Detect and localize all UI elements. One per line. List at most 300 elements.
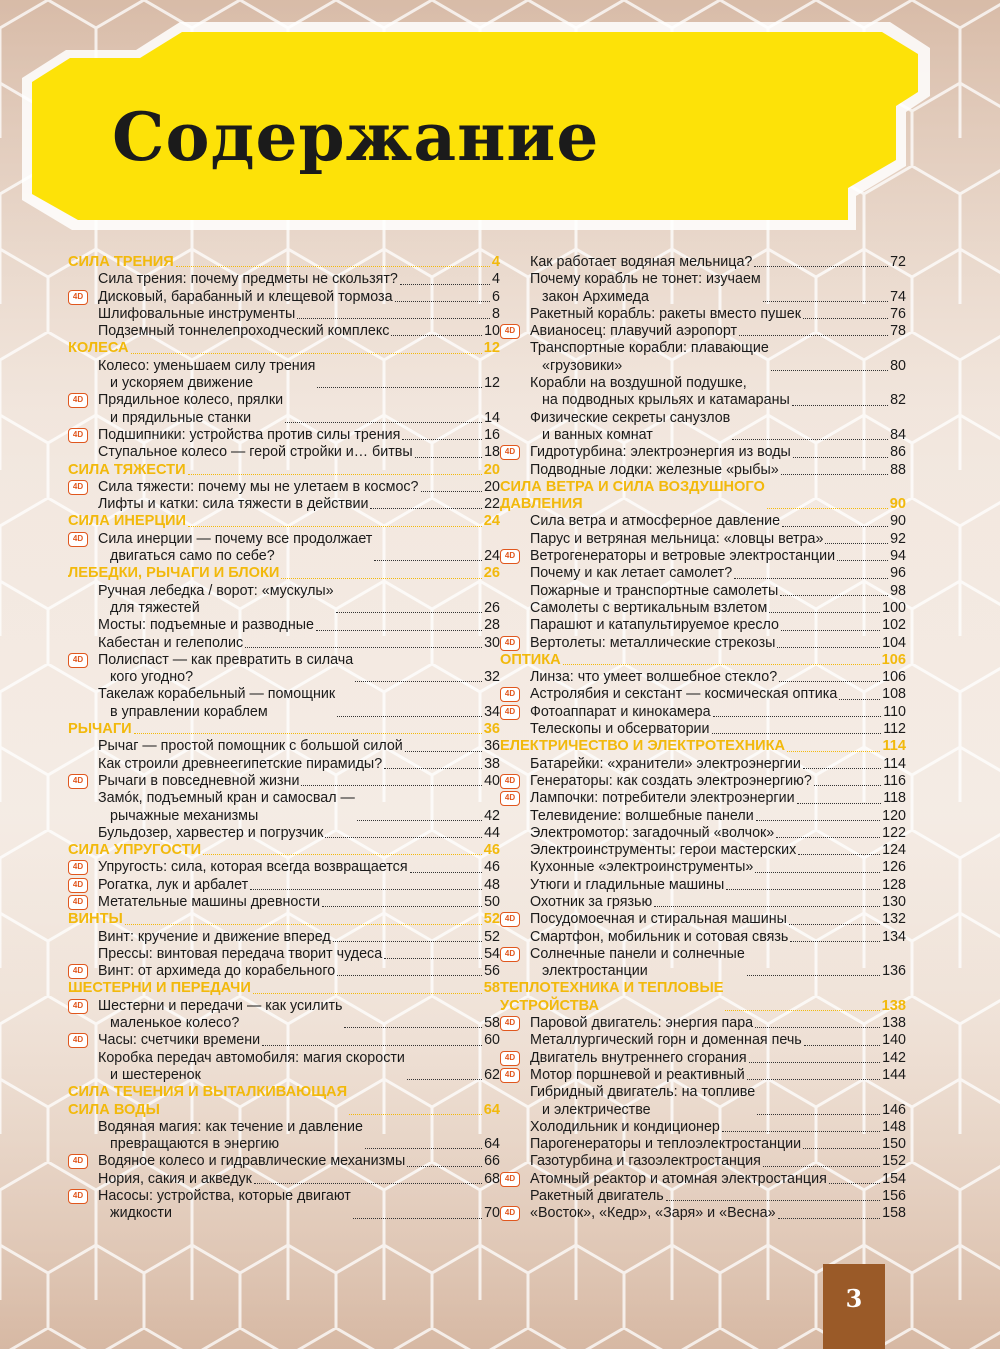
dot-leader xyxy=(763,1166,880,1167)
toc-entry-title: Солнечные панели и солнечные электростанции xyxy=(530,945,745,980)
ar-4d-icon: 4D xyxy=(500,636,520,651)
dot-leader xyxy=(407,1166,482,1167)
dot-leader xyxy=(776,837,880,838)
dot-leader xyxy=(125,924,482,925)
toc-page-number: 66 xyxy=(484,1153,500,1170)
dot-leader xyxy=(803,768,881,769)
toc-page-number: 64 xyxy=(483,1101,500,1118)
toc-entry-title: Ракетный двигатель xyxy=(530,1188,664,1205)
dot-leader xyxy=(203,854,482,855)
dot-leader xyxy=(755,1027,880,1028)
toc-entry-title: Прессы: винтовая передача творит чудеса xyxy=(98,945,383,962)
toc-page-number: 4 xyxy=(492,271,500,288)
toc-entry-title: Посудомоечная и стиральная машины xyxy=(530,911,787,928)
toc-entry-title: Сила ветра и атмосферное давление xyxy=(530,513,781,530)
toc-page-number: 4 xyxy=(491,254,500,270)
toc-page-number: 158 xyxy=(882,1205,906,1222)
dot-leader xyxy=(780,595,888,596)
toc-section-heading xyxy=(68,340,500,357)
toc-section-heading xyxy=(68,842,500,859)
toc-entry-title: Винт: от архимеда до корабельного xyxy=(98,963,336,980)
toc-page-number: 106 xyxy=(881,651,906,668)
ar-4d-icon: 4D xyxy=(500,705,520,720)
toc-page-number: 108 xyxy=(882,686,906,703)
toc-entry xyxy=(500,1153,906,1170)
toc-entry-title: ВИНТЫ xyxy=(68,911,123,928)
dot-leader xyxy=(726,889,880,890)
ar-4d-icon: 4D xyxy=(68,1033,88,1048)
toc-entry xyxy=(68,617,500,634)
ar-4d-icon: 4D xyxy=(68,1154,88,1169)
dot-leader xyxy=(391,335,482,336)
dot-leader xyxy=(781,630,880,631)
toc-entry xyxy=(68,963,500,980)
toc-entry-title: Холодильник и кондиционер xyxy=(530,1118,720,1135)
toc-entry xyxy=(500,462,906,479)
toc-page-number: 104 xyxy=(882,634,906,651)
dot-leader xyxy=(789,924,880,925)
dot-leader xyxy=(355,681,482,682)
toc-section-heading xyxy=(68,721,500,738)
toc-entry-title: Рогатка, лук и арбалет xyxy=(98,876,249,893)
toc-page-number: 76 xyxy=(890,305,906,322)
toc-entry xyxy=(68,859,500,876)
toc-section-heading xyxy=(500,738,906,755)
toc-page-number: 112 xyxy=(883,721,906,738)
toc-entry-title: Парашют и катапультируемое кресло xyxy=(530,617,780,634)
toc-page-number: 86 xyxy=(890,444,906,461)
toc-page-number: 24 xyxy=(483,513,500,530)
toc-entry-title: Парогенераторы и теплоэлектростанции xyxy=(530,1136,802,1153)
toc-entry-title: Полиспаст — как превратить в силача кого угодно? xyxy=(98,651,354,686)
toc-page-number: 122 xyxy=(882,824,906,841)
toc-entry-title: Ракетный корабль: ракеты вместо пушек xyxy=(530,305,801,322)
toc-page-number: 10 xyxy=(484,323,500,340)
toc-entry xyxy=(500,773,906,790)
toc-page-number: 58 xyxy=(484,1015,500,1032)
toc-page-number: 20 xyxy=(484,478,500,495)
toc-entry xyxy=(68,444,500,461)
toc-page-number: 138 xyxy=(881,997,906,1014)
page-number: 3 xyxy=(845,1284,863,1313)
dot-leader xyxy=(301,785,482,786)
toc-entry xyxy=(68,929,500,946)
toc-page-number: 90 xyxy=(889,496,906,513)
toc-entry xyxy=(500,946,906,981)
toc-page-number: 62 xyxy=(484,1066,500,1083)
toc-entry-title: Астролябия и секстант — космическая оптика xyxy=(530,686,838,703)
toc-entry xyxy=(68,635,500,652)
toc-entry-title: СИЛА ТРЕНИЯ xyxy=(68,254,174,270)
toc-entry-title: Утюги и гладильные машины xyxy=(530,876,725,893)
toc-entry-title: Телескопы и обсерватории xyxy=(530,721,710,738)
dot-leader xyxy=(400,284,490,285)
page-number-box xyxy=(823,1264,885,1349)
toc-page-number: 102 xyxy=(882,617,906,634)
toc-section-heading xyxy=(68,565,500,582)
dot-leader xyxy=(415,457,482,458)
dot-leader xyxy=(739,335,888,336)
toc-entry-title: Газотурбина и газоэлектростанция xyxy=(530,1153,761,1170)
toc-page-number: 20 xyxy=(483,461,500,478)
dot-leader xyxy=(763,301,888,302)
toc-page-number: 116 xyxy=(883,772,906,789)
toc-entry-title: Электромотор: загадочный «волчок» xyxy=(530,824,775,841)
toc-entry xyxy=(500,1050,906,1067)
toc-page-number: 22 xyxy=(484,496,500,513)
dot-leader xyxy=(734,578,888,579)
toc-entry-title: Атомный реактор и атомная электростанция xyxy=(530,1170,827,1187)
toc-page-number: 98 xyxy=(890,582,906,599)
toc-entry xyxy=(68,427,500,444)
toc-entry xyxy=(500,1084,906,1119)
toc-entry-title: Металлургический горн и доменная печь xyxy=(530,1032,802,1049)
toc-entry-title: Рычаги в повседневной жизни xyxy=(98,772,300,789)
toc-page-number: 36 xyxy=(484,738,500,755)
dot-leader xyxy=(722,1131,880,1132)
dot-leader xyxy=(333,941,482,942)
toc-entry-title: Лампочки: потребители электроэнергии xyxy=(530,790,795,807)
dot-leader xyxy=(402,439,482,440)
toc-entry-title: Ручная лебедка / ворот: «мускулы» для тяжестей xyxy=(98,582,334,616)
dot-leader xyxy=(188,474,482,475)
dot-leader xyxy=(778,1218,881,1219)
toc-section-heading xyxy=(68,1084,500,1119)
toc-page-number: 60 xyxy=(484,1032,500,1049)
dot-leader xyxy=(285,422,482,423)
toc-entry-title: Электроинструменты: герои мастерских xyxy=(530,842,797,859)
toc-page-number: 38 xyxy=(484,755,500,772)
toc-page-number: 12 xyxy=(483,340,500,357)
toc-entry-title: СИЛА ТЯЖЕСТИ xyxy=(68,461,186,478)
toc-entry xyxy=(500,410,906,445)
toc-entry-title: СИЛА ТЕЧЕНИЯ И ВЫТАЛКИВАЮЩАЯ СИЛА ВОДЫ xyxy=(68,1084,348,1118)
toc-entry xyxy=(500,1205,906,1222)
toc-page-number: 46 xyxy=(483,842,500,859)
ar-4d-icon: 4D xyxy=(500,947,520,962)
dot-leader xyxy=(781,474,888,475)
toc-page-number: 80 xyxy=(890,357,906,374)
toc-page-number: 148 xyxy=(882,1118,906,1135)
dot-leader xyxy=(755,872,880,873)
toc-page-number: 120 xyxy=(882,807,906,824)
toc-entry-title: Мотор поршневой и реактивный xyxy=(530,1066,745,1083)
dot-leader xyxy=(322,906,482,907)
toc-entry xyxy=(68,323,500,340)
dot-leader xyxy=(349,1114,482,1115)
dot-leader xyxy=(837,560,888,561)
toc-entry xyxy=(68,738,500,755)
toc-entry-title: ТЕПЛОТЕХНИКА И ТЕПЛОВЫЕ УСТРОЙСТВА xyxy=(500,980,724,1014)
toc-page-number: 90 xyxy=(890,513,906,530)
toc-page-number: 56 xyxy=(484,963,500,980)
dot-leader xyxy=(747,975,880,976)
toc-entry xyxy=(500,669,906,686)
toc-entry-title: Фотоаппарат и кинокамера xyxy=(530,703,711,720)
dot-leader xyxy=(325,837,482,838)
toc-page-number: 138 xyxy=(882,1015,906,1032)
toc-entry-title: ШЕСТЕРНИ И ПЕРЕДАЧИ xyxy=(68,980,251,997)
toc-entry xyxy=(68,756,500,773)
ar-4d-icon: 4D xyxy=(500,774,520,789)
dot-leader xyxy=(767,508,888,509)
toc-entry xyxy=(500,790,906,807)
toc-page-number: 134 xyxy=(882,928,906,945)
toc-entry xyxy=(500,721,906,738)
dot-leader xyxy=(825,543,888,544)
toc-page-number: 78 xyxy=(890,323,906,340)
toc-entry-title: Парус и ветряная мельница: «ловцы ветра» xyxy=(530,530,824,547)
toc-entry xyxy=(68,773,500,790)
toc-entry xyxy=(500,877,906,894)
toc-entry-title: Как работает водяная мельница? xyxy=(530,254,753,270)
toc-section-heading xyxy=(68,980,500,997)
toc-page-number: 130 xyxy=(882,893,906,910)
ar-4d-icon: 4D xyxy=(68,860,88,875)
toc-page-number: 146 xyxy=(882,1101,906,1118)
ar-4d-icon: 4D xyxy=(500,1068,520,1083)
dot-leader xyxy=(666,1200,880,1201)
ar-4d-icon: 4D xyxy=(68,393,88,408)
toc-entry-title: Винт: кручение и движение вперед xyxy=(98,928,331,945)
dot-leader xyxy=(787,751,880,752)
dot-leader xyxy=(792,405,888,406)
toc-entry-title: Транспортные корабли: плавающие «грузовики» xyxy=(530,340,769,374)
toc-page-number: 52 xyxy=(484,928,500,945)
toc-entry-title: Телевидение: волшебные панели xyxy=(530,807,754,824)
toc-page-number: 30 xyxy=(484,634,500,651)
toc-entry xyxy=(68,946,500,963)
toc-entry xyxy=(68,686,500,721)
toc-entry xyxy=(500,583,906,600)
dot-leader xyxy=(245,647,482,648)
toc-entry xyxy=(500,842,906,859)
dot-leader xyxy=(134,733,482,734)
toc-entry-title: КОЛЕСА xyxy=(68,340,129,357)
toc-entry-title: Генераторы: как создать электроэнергию? xyxy=(530,772,812,789)
toc-entry xyxy=(68,998,500,1033)
toc-entry xyxy=(68,479,500,496)
toc-entry xyxy=(68,1188,500,1223)
dot-leader xyxy=(713,716,882,717)
toc-page-number: 74 xyxy=(890,288,906,305)
toc-section-heading xyxy=(68,462,500,479)
toc-entry-title: Охотник за грязью xyxy=(530,893,653,910)
toc-entry xyxy=(68,306,500,323)
dot-leader xyxy=(777,647,880,648)
toc-page-number: 114 xyxy=(883,755,906,772)
toc-column-right xyxy=(500,254,906,1223)
toc-entry xyxy=(500,617,906,634)
ar-4d-icon: 4D xyxy=(500,687,520,702)
dot-leader xyxy=(814,785,881,786)
toc-section-heading xyxy=(500,652,906,669)
toc-entry-title: Почему корабль не тонет: изучаем закон Архимеда xyxy=(530,271,761,305)
dot-leader xyxy=(370,508,482,509)
toc-entry-title: ЛЕБЕДКИ, РЫЧАГИ И БЛОКИ xyxy=(68,565,280,582)
dot-leader xyxy=(749,1062,881,1063)
toc-entry xyxy=(68,531,500,566)
toc-entry-title: Сила трения: почему предметы не скользят? xyxy=(98,271,398,288)
dot-leader xyxy=(353,1218,482,1219)
toc-entry-title: Насосы: устройства, которые двигают жидкости xyxy=(98,1188,351,1222)
toc-entry xyxy=(500,756,906,773)
toc-entry-title: ЕЛЕКТРИЧЕСТВО И ЭЛЕКТРОТЕХНИКА xyxy=(500,738,786,755)
toc-page-number: 44 xyxy=(484,824,500,841)
dot-leader xyxy=(344,1027,482,1028)
ar-4d-icon: 4D xyxy=(68,878,88,893)
toc-entry-title: Коробка передач автомобиля: магия скорости и шестеренок xyxy=(98,1049,405,1083)
toc-page-number: 64 xyxy=(484,1136,500,1153)
toc-entry-title: Водяная магия: как течение и давление превращаются в энергию xyxy=(98,1118,363,1153)
toc-entry-title: Вертолеты: металлические стрекозы xyxy=(530,634,776,651)
ar-4d-icon: 4D xyxy=(500,445,520,460)
toc-entry xyxy=(500,1136,906,1153)
ar-4d-icon: 4D xyxy=(500,549,520,564)
toc-page-number: 84 xyxy=(890,426,906,443)
toc-entry-title: Колесо: уменьшаем силу трения и ускоряем движение xyxy=(98,357,316,392)
ar-4d-icon: 4D xyxy=(68,532,88,547)
toc-page-number: 48 xyxy=(484,876,500,893)
page-title: Содержание xyxy=(112,98,600,176)
toc-page-number: 40 xyxy=(484,772,500,789)
toc-entry-title: Ветрогенераторы и ветровые электростанции xyxy=(530,548,836,565)
toc-entry xyxy=(500,444,906,461)
toc-page-number: 140 xyxy=(882,1032,906,1049)
toc-entry xyxy=(68,271,500,288)
toc-entry xyxy=(500,1188,906,1205)
toc-entry xyxy=(68,652,500,687)
toc-entry-title: Прядильное колесо, прялки и прядильные станки xyxy=(98,392,284,426)
toc-entry xyxy=(68,289,500,306)
toc-page-number: 142 xyxy=(882,1049,906,1066)
toc-entry xyxy=(500,1171,906,1188)
toc-entry-title: Подводные лодки: железные «рыбы» xyxy=(530,461,779,478)
toc-entry xyxy=(500,1119,906,1136)
toc-entry xyxy=(500,825,906,842)
dot-leader xyxy=(771,370,888,371)
dot-leader xyxy=(384,768,482,769)
toc-entry-title: Кабестан и гелеполис xyxy=(98,634,244,651)
toc-page-number: 34 xyxy=(484,703,500,720)
dot-leader xyxy=(410,872,483,873)
toc-entry-title: Пожарные и транспортные самолеты xyxy=(530,582,779,599)
dot-leader xyxy=(797,803,882,804)
toc-entry xyxy=(500,513,906,530)
toc-entry xyxy=(68,1032,500,1049)
toc-entry xyxy=(68,877,500,894)
toc-page-number: 114 xyxy=(882,738,906,755)
toc-entry-title: Такелаж корабельный — помощник в управлении кораблем xyxy=(98,686,336,720)
toc-entry xyxy=(500,859,906,876)
toc-page-number: 50 xyxy=(484,893,500,910)
dot-leader xyxy=(793,457,888,458)
toc-entry-title: «Восток», «Кедр», «Заря» и «Весна» xyxy=(530,1205,776,1222)
toc-page-number: 72 xyxy=(890,254,906,270)
toc-section-heading xyxy=(68,254,500,271)
toc-entry xyxy=(500,704,906,721)
toc-entry-title: Батарейки: «хранители» электроэнергии xyxy=(530,755,801,772)
dot-leader xyxy=(421,491,483,492)
dot-leader xyxy=(803,1148,880,1149)
ar-4d-icon: 4D xyxy=(500,1206,520,1221)
toc-entry-title: Корабли на воздушной подушке, на подводных крыльях и катамараны xyxy=(530,375,790,409)
toc-page-number: 54 xyxy=(484,945,500,962)
ar-4d-icon: 4D xyxy=(68,653,88,668)
toc-page-number: 68 xyxy=(484,1170,500,1187)
dot-leader xyxy=(337,716,482,717)
dot-leader xyxy=(756,820,880,821)
toc-entry-title: Метательные машины древности xyxy=(98,893,321,910)
ar-4d-icon: 4D xyxy=(68,999,88,1014)
toc-page-number: 156 xyxy=(882,1188,906,1205)
toc-entry xyxy=(68,894,500,911)
toc-page-number: 152 xyxy=(882,1153,906,1170)
toc-page-number: 16 xyxy=(484,426,500,443)
dot-leader xyxy=(798,854,880,855)
toc-entry-title: Паровой двигатель: энергия пара xyxy=(530,1015,754,1032)
toc-page-number: 136 xyxy=(882,963,906,980)
toc-entry-title: Как строили древнеегипетские пирамиды? xyxy=(98,755,383,772)
toc-entry-title: Рычаг — простой помощник с большой силой xyxy=(98,738,403,755)
dot-leader xyxy=(250,889,482,890)
dot-leader xyxy=(803,318,888,319)
toc-entry xyxy=(500,306,906,323)
toc-entry xyxy=(500,531,906,548)
dot-leader xyxy=(563,664,880,665)
toc-entry-title: Линза: что умеет волшебное стекло? xyxy=(530,669,778,686)
toc-page-number: 6 xyxy=(492,288,500,305)
toc-entry xyxy=(68,1119,500,1154)
toc-entry-title: Шлифовальные инструменты xyxy=(98,305,296,322)
toc-entry-title: Самолеты с вертикальным взлетом xyxy=(530,599,768,616)
ar-4d-icon: 4D xyxy=(68,480,88,495)
ar-4d-icon: 4D xyxy=(500,1172,520,1187)
toc-entry xyxy=(500,271,906,306)
toc-entry-title: Нория, сакия и акведук xyxy=(98,1170,252,1187)
toc-entry-title: Почему и как летает самолет? xyxy=(530,565,733,582)
dot-leader xyxy=(790,941,880,942)
dot-leader xyxy=(732,439,888,440)
toc-page-number: 14 xyxy=(484,409,500,426)
toc-section-heading xyxy=(500,980,906,1015)
toc-page-number: 36 xyxy=(483,721,500,738)
toc-entry-title: Упругость: сила, которая всегда возвращается xyxy=(98,859,408,876)
toc-page-number: 94 xyxy=(890,548,906,565)
toc-entry xyxy=(500,1032,906,1049)
toc-entry-title: Смартфон, мобильник и сотовая связь xyxy=(530,928,789,945)
toc-entry-title: Водяное колесо и гидравлические механизмы xyxy=(98,1153,406,1170)
toc-entry-title: Сила инерции — почему все продолжает двигаться само по себе? xyxy=(98,530,373,565)
toc-page-number: 154 xyxy=(882,1170,906,1187)
toc-entry-title: Часы: счетчики времени xyxy=(98,1032,261,1049)
toc-page-number: 106 xyxy=(882,669,906,686)
toc-entry-title: Замóк, подъемный кран и самосвал — рычажные механизмы xyxy=(98,790,355,824)
dot-leader xyxy=(336,612,482,613)
toc-entry xyxy=(500,635,906,652)
toc-page-number: 144 xyxy=(882,1066,906,1083)
ar-4d-icon: 4D xyxy=(500,1016,520,1031)
ar-4d-icon: 4D xyxy=(500,791,520,806)
toc-entry xyxy=(500,929,906,946)
toc-section-heading xyxy=(68,911,500,928)
toc-entry xyxy=(500,340,906,375)
ar-4d-icon: 4D xyxy=(500,324,520,339)
toc-entry-title: Шестерни и передачи — как усилить маленькое колесо? xyxy=(98,997,343,1032)
toc-entry-title: Мосты: подъемные и разводные xyxy=(98,617,314,634)
dot-leader xyxy=(188,526,482,527)
dot-leader xyxy=(405,751,482,752)
